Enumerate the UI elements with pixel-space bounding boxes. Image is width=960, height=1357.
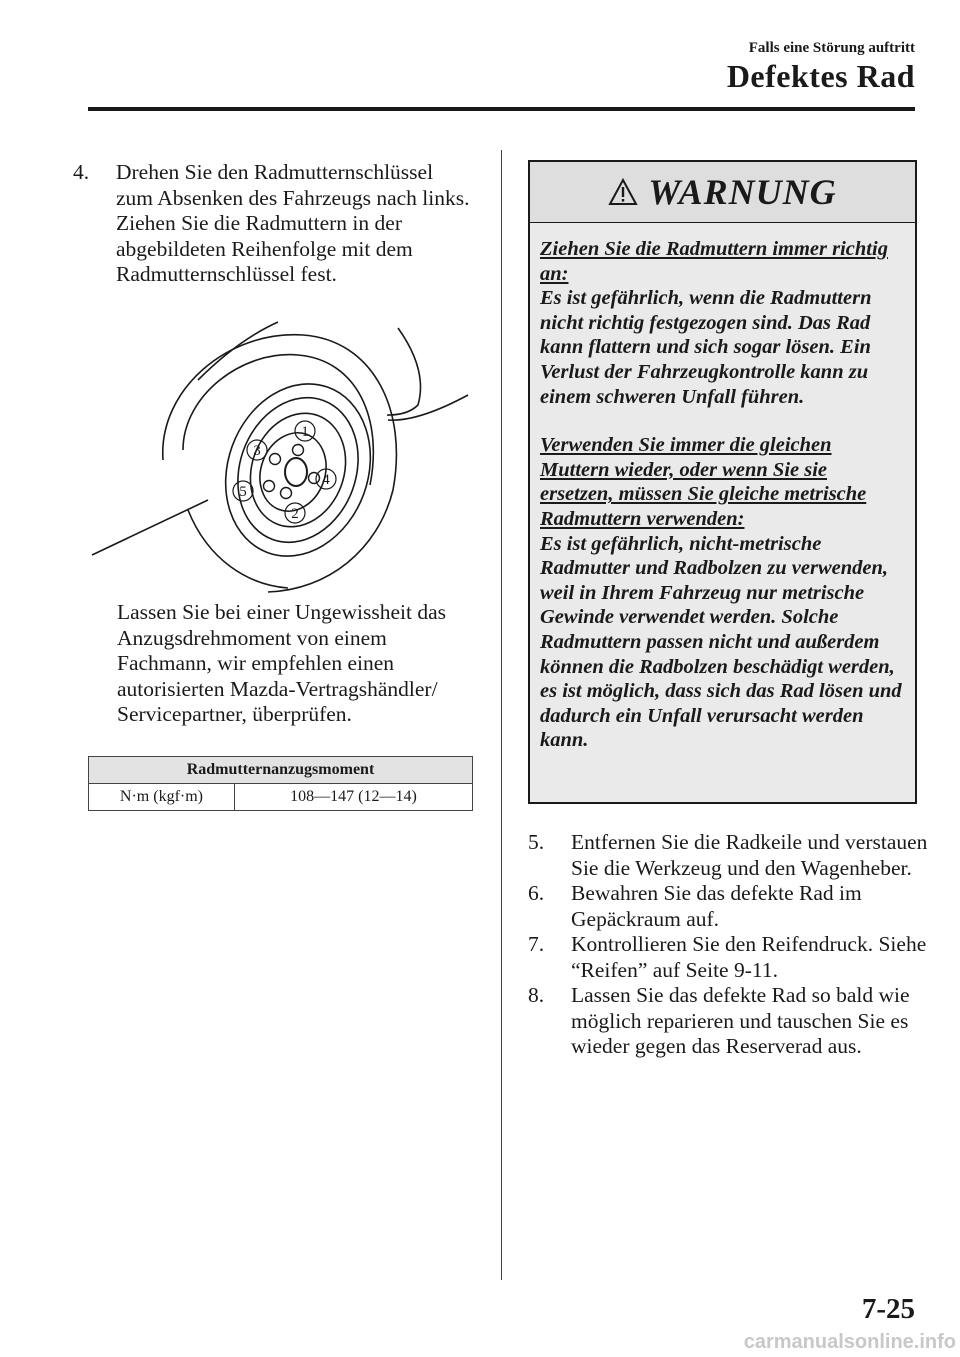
torque-value: 108—147 (12—14) xyxy=(234,784,472,811)
step-8 xyxy=(528,983,928,1060)
label-1: 1 xyxy=(301,424,309,440)
step-text: Drehen Sie den Radmutternschlüssel zum Absenken des Fahrzeugs nach links. Ziehen Sie die Radmuttern in der abgebildeten Reihenfolge mit dem Radmutternschlüssel fest. xyxy=(116,160,470,286)
fender-lower xyxy=(388,395,468,420)
step-number: 5. xyxy=(528,830,545,854)
label-3: 3 xyxy=(253,443,261,459)
torque-table-header: Radmutternanzugsmoment xyxy=(89,757,473,784)
warning-heading-2: Verwenden Sie immer die gleichen Muttern wieder, oder wenn Sie sie ersetzen, müssen Sie gleiche metrische Radmuttern verwenden: xyxy=(540,434,867,530)
label-5: 5 xyxy=(239,484,247,500)
torque-table xyxy=(88,756,473,811)
step-text: Lassen Sie das defekte Rad so bald wie möglich reparieren und tauschen Sie es wieder gegen das Reserverad aus. xyxy=(571,983,910,1058)
step-6 xyxy=(528,881,928,932)
step-text: Kontrollieren Sie den Reifendruck. Siehe “Reifen” auf Seite 9-11. xyxy=(571,932,927,982)
page-title: Defektes Rad xyxy=(726,58,915,94)
hub-center xyxy=(285,458,307,486)
lug-nut-3 xyxy=(270,454,281,465)
lug-nut-1 xyxy=(293,445,304,456)
warning-triangle-icon xyxy=(608,178,638,206)
lug-nut-5 xyxy=(264,481,275,492)
step-number: 6. xyxy=(528,881,545,905)
rim-ring xyxy=(218,381,378,560)
fender-line-top xyxy=(198,322,278,380)
step-7 xyxy=(528,932,928,983)
warning-heading-1: Ziehen Sie die Radmuttern immer richtig an: xyxy=(540,238,888,285)
warning-header xyxy=(530,162,915,223)
label-2: 2 xyxy=(291,506,299,522)
step-number: 8. xyxy=(528,983,545,1007)
label-4: 4 xyxy=(322,472,330,488)
step-text: Entfernen Sie die Radkeile und verstauen Sie die Werkzeug und den Wagenheber. xyxy=(571,830,928,880)
steps-list xyxy=(528,830,928,1060)
torque-unit: N·m (kgf·m) xyxy=(89,784,235,811)
torque-note: Lassen Sie bei einer Ungewissheit das Anzugsdrehmoment von einem Fachmann, wir empfehlen einen autorisierten Mazda-Vertragshändler/ Servicepartner, überprüfen. xyxy=(117,600,446,726)
warning-title: WARNUNG xyxy=(648,172,837,212)
fender-arch xyxy=(388,328,421,416)
step-number: 7. xyxy=(528,932,545,956)
warning-body-2: Es ist gefährlich, nicht-metrische Radmutter und Radbolzen zu verwenden, weil in Ihrem Fahrzeug nur metrische Gewinde verwendet werden. Solche Radmuttern passen nicht und außerdem können die Radbolzen beschädigt werden, es ist möglich, dass sich das Rad lösen und dadurch ein Unfall verursacht werden kann. xyxy=(540,532,902,752)
step-4 xyxy=(73,160,473,288)
road-line xyxy=(92,500,208,555)
page-number: 7-25 xyxy=(861,1293,915,1325)
step-5 xyxy=(528,830,928,881)
warning-box xyxy=(528,160,917,804)
watermark: carmanualsonline.info xyxy=(743,1331,956,1353)
wheel-tightening-diagram xyxy=(88,310,480,595)
header-divider xyxy=(88,107,915,111)
column-divider xyxy=(501,150,502,1280)
lug-nut-2 xyxy=(281,488,292,499)
section-title: Falls eine Störung auftritt xyxy=(748,40,915,56)
warning-body-1: Es ist gefährlich, wenn die Radmuttern nicht richtig festgezogen sind. Das Rad kann flattern und sich sogar lösen. Ein Verlust der Fahrzeugkontrolle kann zu einem schweren Unfall führen. xyxy=(540,287,872,408)
step-text: Bewahren Sie das defekte Rad im Gepäckraum auf. xyxy=(571,881,862,931)
step-number: 4. xyxy=(73,160,90,184)
tire-outer xyxy=(163,335,397,592)
